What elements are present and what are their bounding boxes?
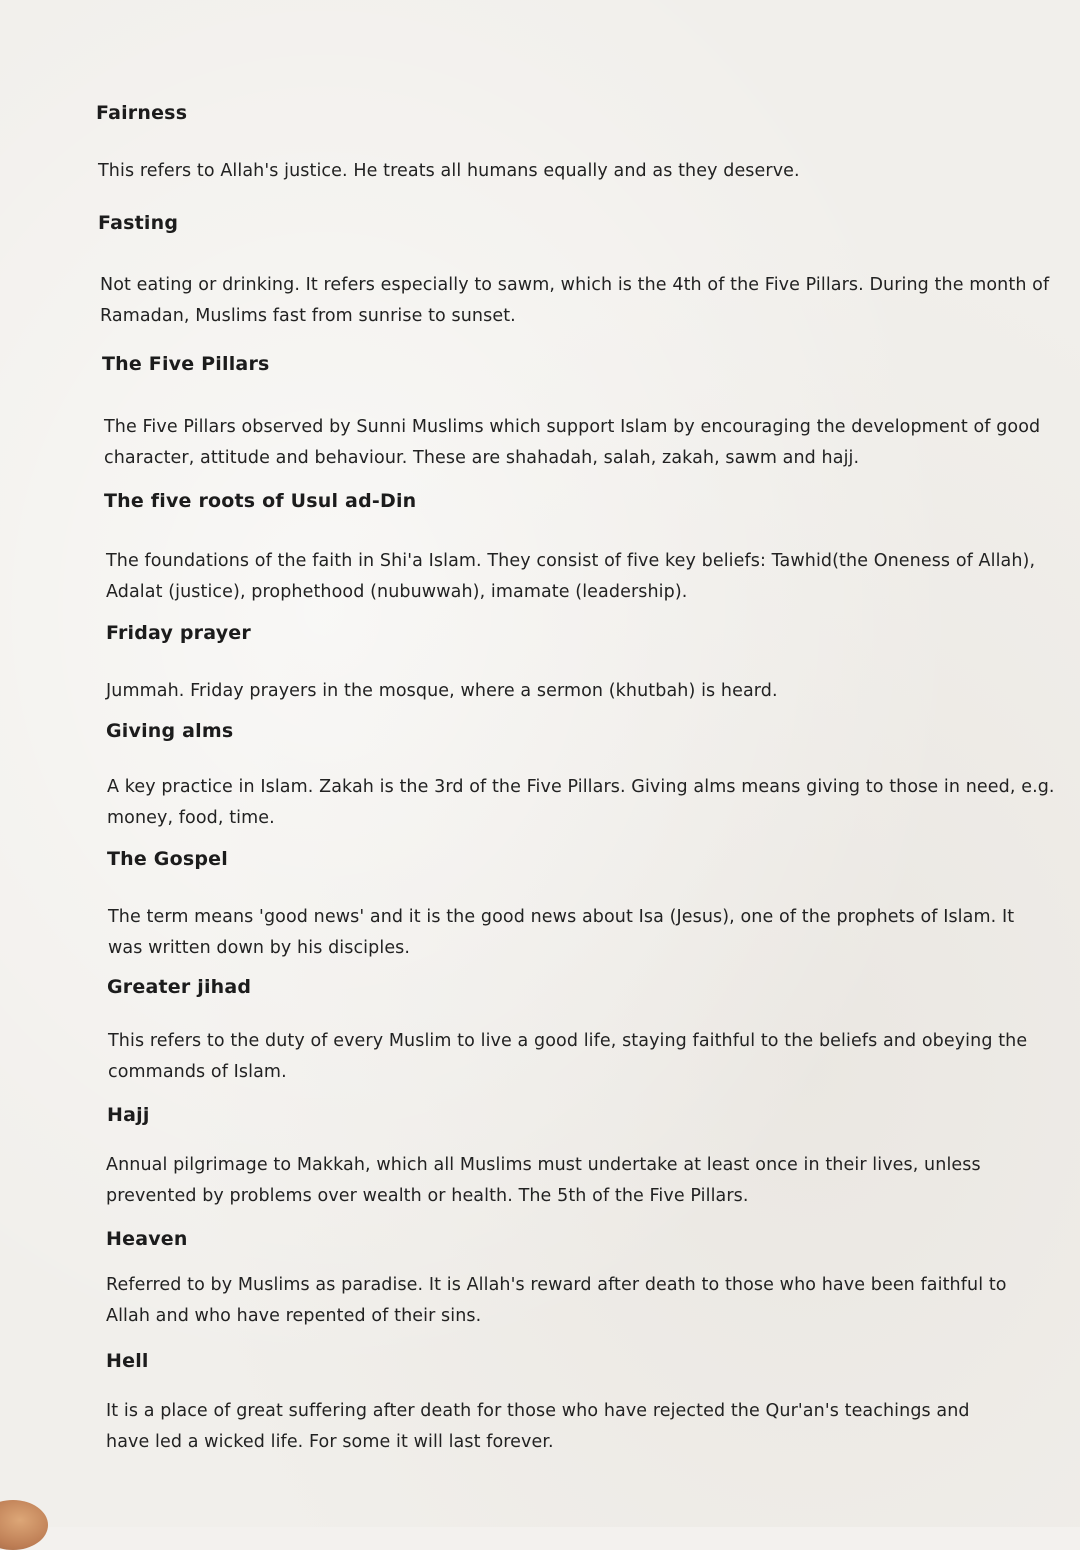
- term-fairness: Fairness: [96, 102, 188, 124]
- definition-friday-prayer: Jummah. Friday prayers in the mosque, where a sermon (khutbah) is heard.: [106, 681, 778, 701]
- definition-heaven: Referred to by Muslims as paradise. It is Allah's reward after death to those who have been faithful to Allah and who have repented of their sins.: [106, 1275, 1007, 1326]
- term-heaven: Heaven: [106, 1228, 188, 1250]
- term-gospel: The Gospel: [107, 848, 228, 870]
- definition-five-roots: The foundations of the faith in Shi'a Islam. They consist of five key beliefs: Tawhid(the Oneness of Allah), Adalat (justice), prophethood (nubuwwah), imamate (leadership).: [106, 551, 1036, 602]
- definition-fasting: Not eating or drinking. It refers especially to sawm, which is the 4th of the Five Pillars. During the month of Ramadan, Muslims fast from sunrise to sunset.: [100, 275, 1050, 326]
- definition-greater-jihad: This refers to the duty of every Muslim to live a good life, staying faithful to the beliefs and obeying the commands of Islam.: [108, 1031, 1028, 1082]
- definition-hajj: Annual pilgrimage to Makkah, which all Muslims must undertake at least once in their lives, unless prevented by problems over wealth or health. The 5th of the Five Pillars.: [106, 1155, 981, 1206]
- term-greater-jihad: Greater jihad: [107, 976, 252, 998]
- definition-gospel: The term means 'good news' and it is the good news about Isa (Jesus), one of the prophets of Islam. It was written down by his disciples.: [108, 907, 1015, 958]
- definition-fairness: This refers to Allah's justice. He treats all humans equally and as they deserve.: [98, 161, 800, 181]
- term-hell: Hell: [106, 1350, 149, 1372]
- term-fasting: Fasting: [98, 212, 179, 234]
- term-hajj: Hajj: [107, 1104, 150, 1126]
- term-giving-alms: Giving alms: [106, 720, 234, 742]
- term-friday-prayer: Friday prayer: [106, 622, 251, 644]
- definition-hell: It is a place of great suffering after death for those who have rejected the Qur'an's teachings and have led a wicked life. For some it will last forever.: [106, 1401, 970, 1452]
- definition-giving-alms: A key practice in Islam. Zakah is the 3rd of the Five Pillars. Giving alms means giving to those in need, e.g. money, food, time.: [107, 777, 1055, 828]
- term-five-roots: The five roots of Usul ad-Din: [104, 490, 417, 512]
- term-five-pillars: The Five Pillars: [102, 353, 270, 375]
- definition-five-pillars: The Five Pillars observed by Sunni Muslims which support Islam by encouraging the development of good character, attitude and behaviour. These are shahadah, salah, zakah, sawm and hajj.: [104, 417, 1041, 468]
